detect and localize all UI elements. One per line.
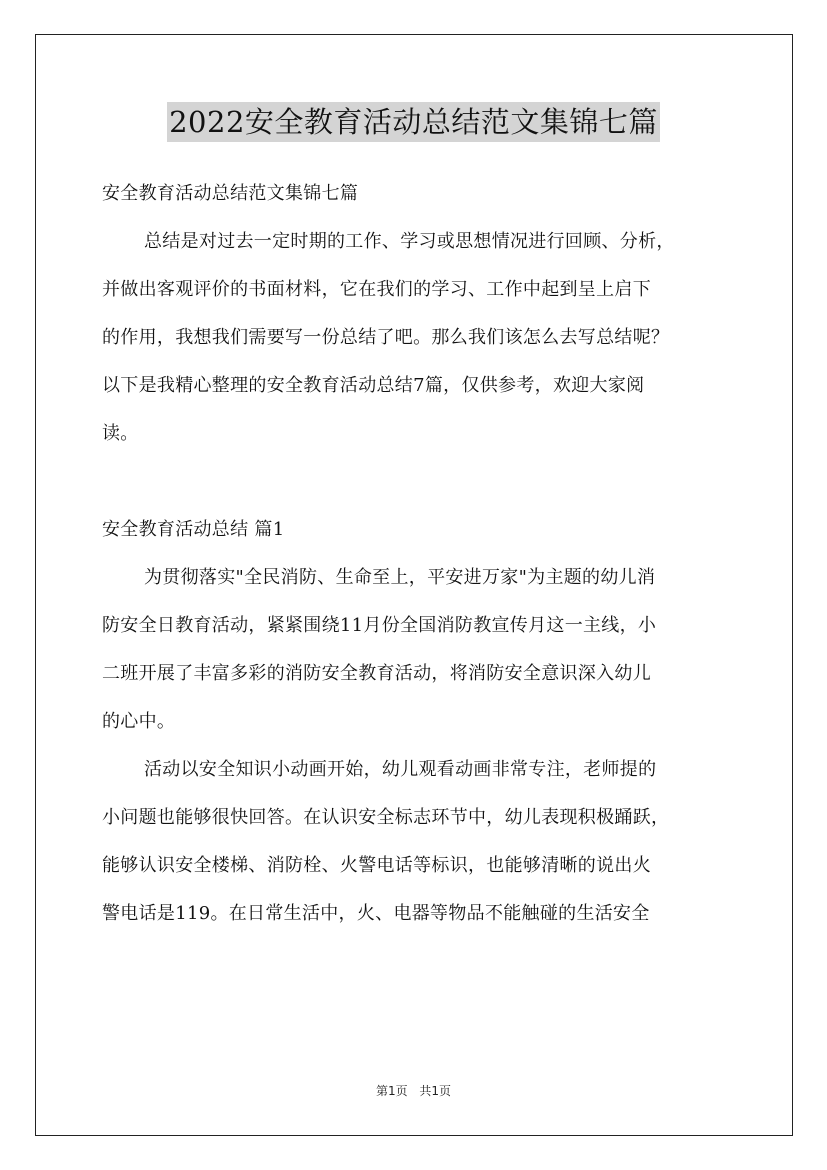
paragraph-line: 二班开展了丰富多彩的消防安全教育活动，将消防安全意识深入幼儿 [102, 663, 651, 684]
paragraph-line: 活动以安全知识小动画开始，幼儿观看动画非常专注，老师提的 [144, 759, 657, 780]
page-number-current: 第1页 [375, 1084, 408, 1098]
subtitle-line: 安全教育活动总结范文集锦七篇 [102, 183, 359, 204]
paragraph-line: 总结是对过去一定时期的工作、学习或思想情况进行回顾、分析， [144, 231, 675, 252]
document-title: 2022安全教育活动总结范文集锦七篇 [167, 102, 660, 142]
paragraph-spacer [102, 464, 742, 512]
paragraph-line: 的作用，我想我们需要写一份总结了吧。那么我们该怎么去写总结呢？ [102, 327, 670, 348]
paragraph-line: 读。 [102, 423, 139, 444]
paragraph-line: 警电话是119。在日常生活中，火、电器等物品不能触碰的生活安全 [102, 903, 650, 924]
paragraph-line: 防安全日教育活动，紧紧围绕11月份全国消防教宣传月这一主线，小 [102, 615, 657, 636]
paragraph-line: 并做出客观评价的书面材料，它在我们的学习、工作中起到呈上启下 [102, 279, 651, 300]
section-heading: 安全教育活动总结 篇1 [102, 519, 285, 540]
page-footer [0, 1082, 827, 1099]
paragraph-line: 能够认识安全楼梯、消防栓、火警电话等标识，也能够清晰的说出火 [102, 855, 651, 876]
page-number-total: 共1页 [419, 1084, 452, 1098]
paragraph-line: 小问题也能够很快回答。在认识安全标志环节中，幼儿表现积极踊跃， [102, 807, 670, 828]
title-container [0, 102, 827, 142]
document-body [102, 176, 742, 944]
paragraph-line: 以下是我精心整理的安全教育活动总结7篇，仅供参考，欢迎大家阅 [102, 375, 645, 396]
paragraph-line: 的心中。 [102, 711, 176, 732]
paragraph-line: 为贯彻落实"全民消防、生命至上，平安进万家"为主题的幼儿消 [144, 567, 656, 588]
